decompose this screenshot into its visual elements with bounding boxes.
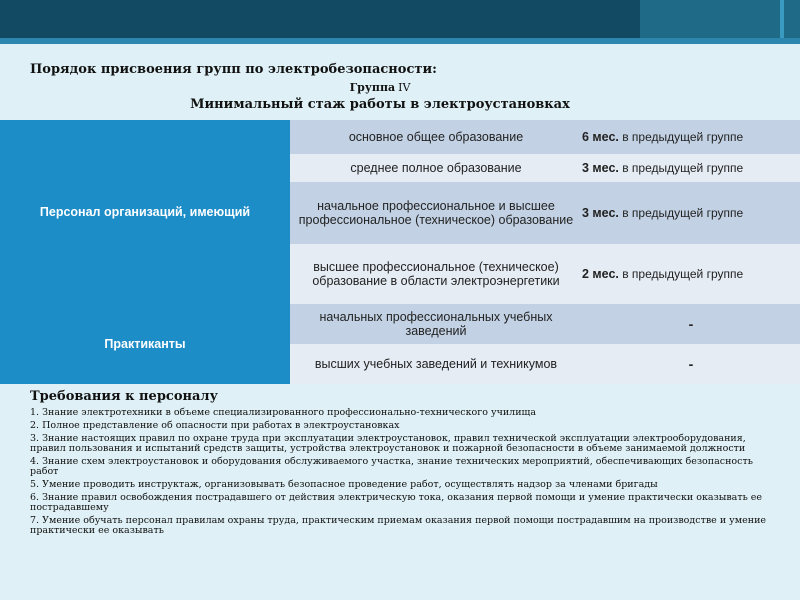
- page-title: Порядок присвоения групп по электробезопасности:: [30, 62, 437, 77]
- education-cell: среднее полное образование: [290, 154, 582, 182]
- experience-suffix: в предыдущей группе: [618, 130, 744, 144]
- months-value: 3 мес.: [582, 206, 619, 220]
- months-value: 6 мес.: [582, 130, 619, 144]
- group-number: IV: [398, 81, 411, 94]
- experience-cell: [582, 120, 800, 154]
- requirements-list: [30, 408, 770, 539]
- header-accent-line: [0, 38, 800, 44]
- list-item: 1. Знание электротехники в объеме специализированного профессионально-технического училища: [30, 407, 537, 418]
- header-bar: [0, 0, 800, 44]
- requirements-title: Требования к персоналу: [30, 389, 218, 404]
- table-row: [0, 304, 800, 344]
- table-row: [0, 120, 800, 154]
- list-item: 2. Полное представление об опасности при работах в электроустановках: [30, 420, 400, 431]
- experience-table: [0, 120, 800, 384]
- education-cell: начальных профессиональных учебных заведений: [290, 304, 582, 344]
- list-item: 6. Знание правил освобождения пострадавшего от действия электрическую тока, оказания первой помощи и умение практически оказывать ее пострадавшему: [30, 492, 763, 513]
- education-cell: начальное профессиональное и высшее профессиональное (техническое) образование: [290, 182, 582, 244]
- group-title: [0, 81, 760, 94]
- category-staff-cell: Персонал организаций, имеющий: [0, 120, 290, 304]
- experience-cell: -: [582, 344, 800, 384]
- education-cell: высших учебных заведений и техникумов: [290, 344, 582, 384]
- education-cell: основное общее образование: [290, 120, 582, 154]
- list-item: 4. Знание схем электроустановок и оборудования обслуживаемого участка, знание технических мероприятий, обеспечивающих безопасность работ: [30, 456, 753, 477]
- experience-suffix: в предыдущей группе: [618, 267, 744, 281]
- education-cell: высшее профессиональное (техническое) образование в области электроэнергетики: [290, 244, 582, 304]
- group-label: Группа: [349, 81, 396, 94]
- list-item: 3. Знание настоящих правил по охране труда при эксплуатации электроустановок, правил технической эксплуатации электрооборудования, правил пользования и испытаний средств защиты, устройства электроустановок и пожарной безопасности в объеме занимаемой должности: [30, 433, 746, 454]
- experience-suffix: в предыдущей группе: [618, 206, 744, 220]
- months-value: 3 мес.: [582, 161, 619, 175]
- list-item: 5. Умение проводить инструктаж, организовывать безопасное проведение работ, осуществлять надзор за членами бригады: [30, 479, 658, 490]
- experience-suffix: в предыдущей группе: [618, 161, 744, 175]
- experience-cell: -: [582, 304, 800, 344]
- category-trainees-cell: Практиканты: [0, 304, 290, 384]
- experience-cell: [582, 182, 800, 244]
- experience-cell: [582, 154, 800, 182]
- experience-cell: [582, 244, 800, 304]
- subtitle: Минимальный стаж работы в электроустановках: [190, 97, 570, 112]
- list-item: 7. Умение обучать персонал правилам охраны труда, практическим приемам оказания первой помощи пострадавшим на производстве и умение практически ее оказывать: [30, 515, 767, 536]
- months-value: 2 мес.: [582, 267, 619, 281]
